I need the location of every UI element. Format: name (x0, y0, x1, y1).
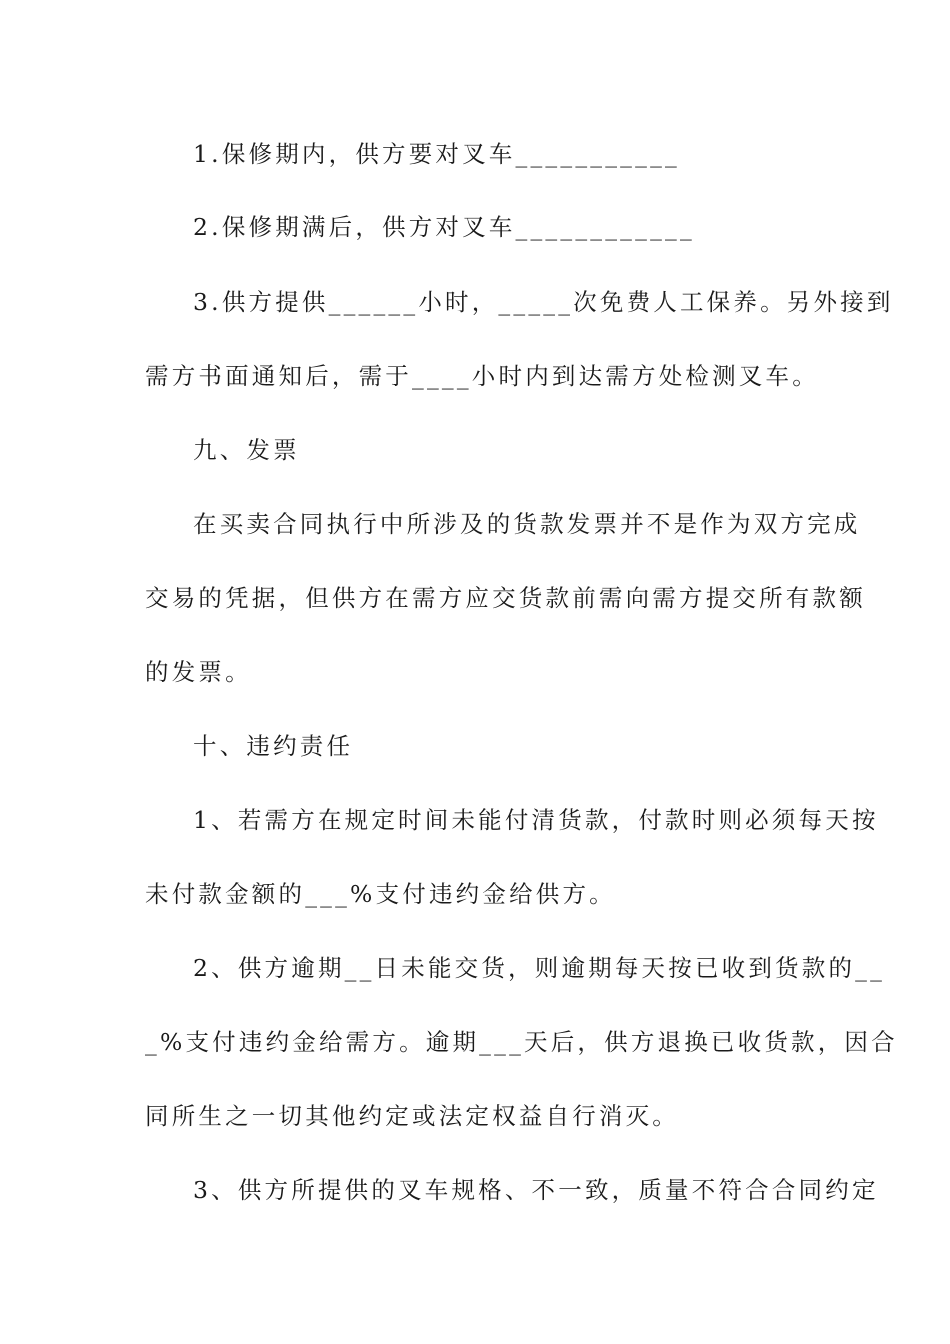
paragraph-breach-item-2-line-2: _%支付违约金给需方。逾期___天后，供方退换已收货款，因合 (145, 1028, 898, 1056)
section-heading-breach-liability: 十、违约责任 (193, 732, 354, 760)
paragraph-warranty-item-3-line-1: 3.供方提供______小时，_____次免费人工保养。另外接到 (193, 288, 894, 316)
section-heading-invoice: 九、发票 (193, 436, 300, 464)
paragraph-invoice-line-1: 在买卖合同执行中所涉及的货款发票并不是作为双方完成 (193, 510, 861, 538)
paragraph-breach-item-2-line-1: 2、供方逾期__日未能交货，则逾期每天按已收到货款的__ (193, 954, 886, 982)
paragraph-invoice-line-2: 交易的凭据，但供方在需方应交货款前需向需方提交所有款额 (145, 584, 866, 612)
paragraph-invoice-line-3: 的发票。 (145, 658, 252, 686)
paragraph-breach-item-2-line-3: 同所生之一切其他约定或法定权益自行消灭。 (145, 1102, 679, 1130)
paragraph-breach-item-1-line-2: 未付款金额的___%支付违约金给供方。 (145, 880, 616, 908)
paragraph-warranty-item-3-line-2: 需方书面通知后，需于____小时内到达需方处检测叉车。 (145, 362, 819, 390)
paragraph-warranty-item-1: 1.保修期内，供方要对叉车___________ (193, 140, 680, 168)
paragraph-warranty-item-2: 2.保修期满后，供方对叉车____________ (193, 213, 695, 241)
paragraph-breach-item-3-line-1: 3、供方所提供的叉车规格、不一致，质量不符合合同约定 (193, 1176, 879, 1204)
paragraph-breach-item-1-line-1: 1、若需方在规定时间未能付清货款，付款时则必须每天按 (193, 806, 879, 834)
